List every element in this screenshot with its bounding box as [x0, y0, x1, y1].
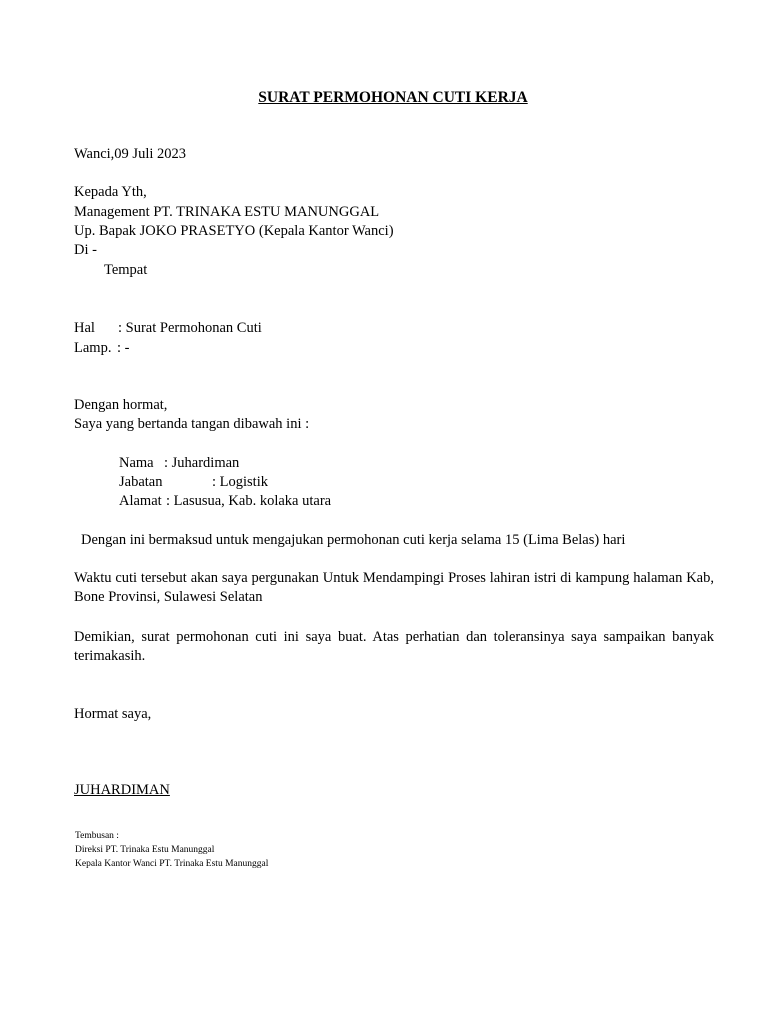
recipient-di: Di -	[74, 242, 97, 258]
recipient-attention: Up. Bapak JOKO PRASETYO (Kepala Kantor Wanci)	[74, 223, 394, 239]
identity-nama-value: : Juhardiman	[164, 455, 240, 471]
recipient-company: Management PT. TRINAKA ESTU MANUNGGAL	[74, 204, 380, 220]
recipient-tempat: Tempat	[104, 262, 148, 278]
recipient-salutation: Kepada Yth,	[74, 184, 147, 200]
subject-lamp-value: : -	[117, 340, 130, 356]
identity-jabatan-value: : Logistik	[212, 474, 268, 490]
greeting: Dengan hormat,	[74, 397, 168, 413]
subject-hal-label: Hal	[74, 320, 95, 336]
identity-jabatan-label: Jabatan	[119, 474, 163, 490]
place-date: Wanci,09 Juli 2023	[74, 146, 186, 162]
paragraph-request: Dengan ini bermaksud untuk mengajukan permohonan cuti kerja selama 15 (Lima Belas) hari	[81, 532, 626, 548]
tembusan-item-1: Direksi PT. Trinaka Estu Manunggal	[75, 845, 215, 855]
paragraph-closing: Demikian, surat permohonan cuti ini saya buat. Atas perhatian dan toleransinya saya sampaikan banyak terimakasih.	[74, 629, 714, 664]
letter-title: SURAT PERMOHONAN CUTI KERJA	[258, 89, 528, 106]
subject-hal-value: : Surat Permohonan Cuti	[118, 320, 262, 336]
subject-lamp-label: Lamp.	[74, 340, 112, 356]
identity-alamat-value: : Lasusua, Kab. kolaka utara	[166, 493, 332, 509]
signature-name: JUHARDIMAN	[74, 782, 170, 798]
identity-alamat-label: Alamat	[119, 493, 162, 509]
paragraph-reason: Waktu cuti tersebut akan saya pergunakan Untuk Mendampingi Proses lahiran istri di kampung halaman Kab, Bone Provinsi, Sulawesi Selatan	[74, 570, 714, 605]
tembusan-label: Tembusan :	[75, 831, 119, 841]
tembusan-item-2: Kepala Kantor Wanci PT. Trinaka Estu Manunggal	[75, 859, 269, 869]
intro-text: Saya yang bertanda tangan dibawah ini :	[74, 416, 310, 432]
closing-text: Hormat saya,	[74, 706, 152, 722]
identity-nama-label: Nama	[119, 455, 154, 471]
